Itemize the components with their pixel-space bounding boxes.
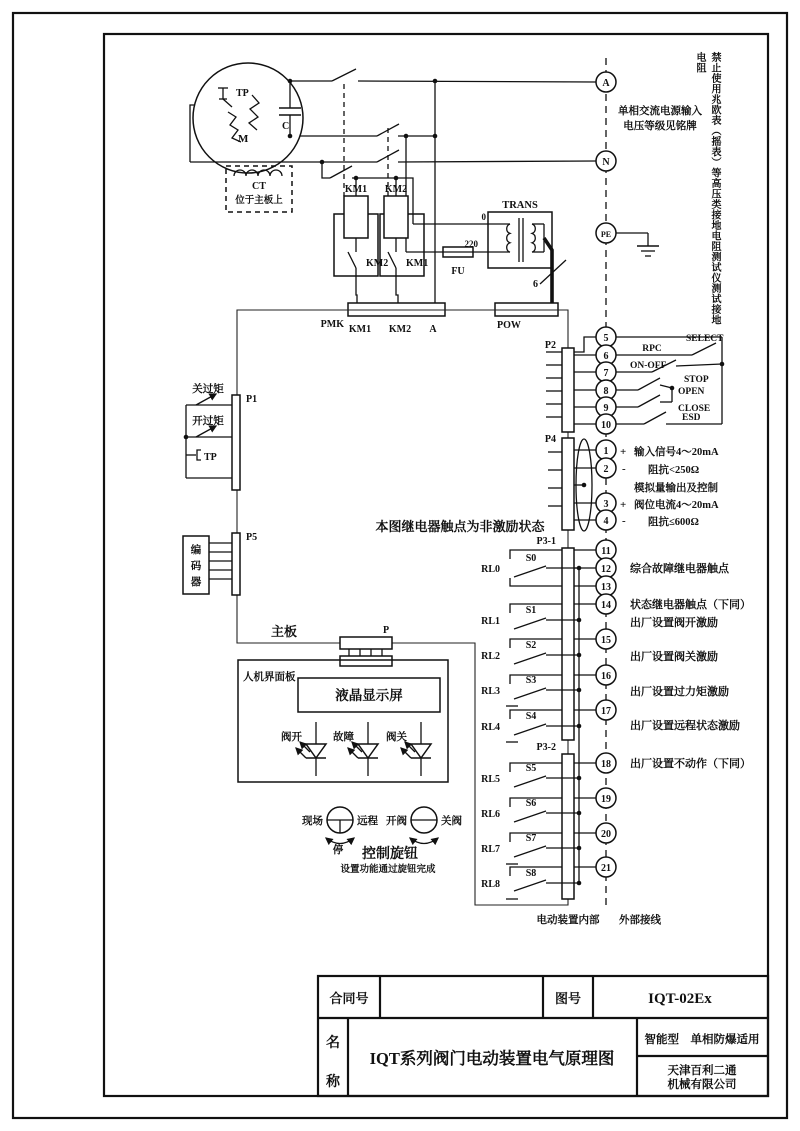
polarity-minus-2: -	[622, 515, 626, 527]
terminal-17: 17	[601, 706, 611, 717]
tap-0-label: 0	[481, 212, 486, 222]
led-fault	[333, 722, 378, 776]
relay-rl3-label: RL3	[481, 686, 500, 697]
knob-stop-label: 停	[332, 845, 344, 856]
knob-close-label: 关阀	[441, 816, 462, 827]
power-note-line2: 电压等级见铭牌	[623, 121, 697, 132]
terminal-7: 7	[603, 368, 609, 379]
led-close-label: 阀关	[386, 732, 407, 743]
switch-s7-label: S7	[525, 833, 537, 844]
switch-s8-label: S8	[525, 868, 537, 879]
p4-label: P4	[544, 434, 556, 445]
pow-label: POW	[497, 320, 521, 331]
p3-2-section	[481, 742, 751, 899]
terminal-19: 19	[601, 794, 611, 805]
encoder-char-2: 码	[190, 561, 202, 572]
relay-rl1-label: RL1	[481, 616, 500, 627]
terminal-9: 9	[603, 403, 609, 414]
relay-rl8-label: RL8	[481, 879, 500, 890]
led-valve-close	[386, 722, 431, 776]
company-line1: 天津百利二通	[667, 1065, 737, 1077]
tap-220-label: 220	[464, 239, 478, 249]
ct-label: CT	[252, 181, 266, 192]
encoder-char-3: 器	[190, 577, 202, 588]
led-valve-open	[281, 722, 326, 776]
transformer-label: TRANS	[502, 200, 538, 211]
note-close-excited: 出厂设置阀关激励	[630, 651, 718, 663]
drawing-no-label: 图号	[554, 991, 582, 1006]
knob-local-label: 现场	[302, 816, 323, 827]
esd-label: ESD	[682, 413, 701, 423]
polarity-minus-1: -	[622, 463, 626, 475]
note-remote-excited: 出厂设置远程状态激励	[630, 720, 740, 732]
p1-torque-section	[184, 382, 257, 490]
switch-s4-label: S4	[525, 711, 537, 722]
terminal-n: N	[602, 157, 610, 168]
megger-warning-text: 禁止使用兆欧表（摇表）等高压类接地电阻测试仪测试接地电阻	[694, 52, 720, 325]
rpc-label: RPC	[642, 344, 662, 354]
mainboard-label: 主板	[270, 624, 298, 639]
drawing-title: IQT系列阀门电动装置电气原理图	[369, 1049, 615, 1068]
power-terminals	[596, 72, 702, 256]
note-status-relay: 状态继电器触点（下同）	[630, 599, 751, 611]
led-open-label: 阀开	[281, 732, 302, 743]
terminal-10: 10	[601, 420, 611, 431]
open-overtorque-label: 开过矩	[192, 416, 224, 427]
note-fault-relay: 综合故障继电器触点	[630, 563, 729, 575]
capacitor	[279, 81, 301, 136]
km2-aux-contact-label: KM2	[366, 258, 389, 269]
open-label: OPEN	[678, 387, 705, 397]
company-line2: 机械有限公司	[667, 1079, 737, 1091]
pmk-pin-km2: KM2	[388, 324, 412, 335]
terminal-13: 13	[601, 582, 611, 593]
select-label: SELECT	[686, 334, 724, 344]
ct-current-transformer	[226, 166, 292, 212]
drawing-no-value: IQT-02Ex	[648, 991, 712, 1007]
title-block	[318, 976, 768, 1096]
name-label-char2: 称	[326, 1075, 340, 1090]
relay-state-note: 本图继电器触点为非激励状态	[375, 519, 545, 534]
switch-s5-label: S5	[525, 763, 537, 774]
terminal-4: 4	[603, 516, 609, 527]
terminal-15: 15	[601, 635, 611, 646]
note-torque-excited: 出厂设置过力矩激励	[630, 686, 729, 698]
onoff-label: ON-OFF	[630, 361, 667, 371]
hmi-panel	[238, 660, 448, 782]
relay-rl2-label: RL2	[481, 651, 500, 662]
encoder-char-1: 编	[190, 545, 202, 556]
output-impedance-note: 阻抗≤600Ω	[648, 517, 699, 528]
external-zone-label: 外部接线	[619, 915, 661, 926]
name-label-char1: 名	[326, 1036, 340, 1051]
stop-label: STOP	[684, 375, 709, 385]
pmk-label: PMK	[320, 319, 344, 330]
terminal-18: 18	[601, 759, 611, 770]
terminal-2: 2	[603, 464, 609, 475]
fuse-label: FU	[451, 266, 465, 277]
terminal-3: 3	[603, 499, 609, 510]
p3-1-label: P3-1	[536, 536, 556, 547]
analog-io-note: 模拟量输出及控制	[634, 483, 718, 494]
knob-open-label: 开阀	[386, 816, 407, 827]
terminal-6: 6	[603, 351, 609, 362]
terminal-21: 21	[601, 863, 611, 874]
pow-connector	[495, 303, 558, 331]
switch-s0-label: S0	[525, 553, 537, 564]
p5-label: P5	[246, 532, 258, 543]
p1-label: P1	[246, 394, 258, 405]
switch-s6-label: S6	[525, 798, 537, 809]
motor-tp-label: TP	[236, 88, 249, 99]
pmk-connector	[321, 303, 445, 335]
km1-aux-contact-label: KM1	[406, 258, 429, 269]
terminal-pe: PE	[600, 230, 612, 239]
close-label: CLOSE	[678, 404, 711, 414]
power-note-line1: 单相交流电源输入	[618, 106, 702, 117]
p2-label: P2	[544, 340, 556, 351]
ct-note: 位于主板上	[235, 196, 283, 206]
relay-rl4-label: RL4	[481, 722, 500, 733]
terminal-14: 14	[601, 600, 611, 611]
note-no-action: 出厂设置不动作（下同）	[630, 758, 751, 770]
terminal-11: 11	[601, 546, 611, 557]
input-signal-note: 输入信号4～20mA	[634, 447, 719, 458]
knob-note: 设置功能通过旋钮完成	[340, 865, 436, 875]
switch-s1-label: S1	[525, 605, 537, 616]
switch-s3-label: S3	[525, 675, 537, 686]
pmk-pin-km1: KM1	[348, 324, 372, 335]
internal-zone-label: 电动装置内部	[536, 915, 600, 926]
input-impedance-note: 阻抗<250Ω	[648, 465, 700, 476]
motor-symbol	[193, 63, 303, 173]
cable-core-count: 6	[533, 279, 538, 290]
relay-rl0-label: RL0	[481, 564, 500, 575]
relay-rl6-label: RL6	[481, 809, 500, 820]
terminal-12: 12	[601, 564, 611, 575]
p-conn-label: P	[383, 625, 390, 636]
knob-title: 控制旋钮	[362, 847, 418, 862]
hmi-panel-label: 人机界面板	[243, 672, 296, 683]
terminal-16: 16	[601, 671, 611, 682]
close-overtorque-label: 关过矩	[192, 384, 224, 395]
lcd-label: 液晶显示屏	[335, 688, 403, 703]
transformer	[406, 200, 566, 303]
polarity-plus-2: +	[620, 499, 627, 511]
p3-2-label: P3-2	[536, 742, 556, 753]
terminal-1: 1	[603, 446, 609, 457]
p4-section	[545, 434, 719, 531]
p1-tp-label: TP	[204, 452, 217, 463]
capacitor-label: C	[282, 121, 290, 132]
switch-s2-label: S2	[525, 640, 537, 651]
control-knobs	[301, 807, 462, 875]
pmk-pin-a: A	[429, 324, 437, 335]
terminal-8: 8	[603, 386, 609, 397]
p2-section	[545, 327, 724, 434]
km2-coil-label: KM2	[384, 184, 408, 195]
led-fault-label: 故障	[333, 732, 354, 743]
type-note: 智能型 单相防爆适用	[644, 1034, 760, 1046]
position-current-note: 阀位电流4～20mA	[634, 500, 719, 511]
motor-m-label: M	[238, 133, 249, 145]
terminal-5: 5	[603, 333, 609, 344]
terminal-a: A	[602, 78, 610, 89]
polarity-plus-1: +	[620, 446, 627, 458]
contract-no-label: 合同号	[329, 991, 369, 1006]
note-open-excited: 出厂设置阀开激励	[630, 617, 718, 629]
encoder-section	[183, 532, 257, 595]
contactor-km2-unit	[380, 178, 428, 303]
terminal-20: 20	[601, 829, 611, 840]
relay-rl5-label: RL5	[481, 774, 500, 785]
relay-rl7-label: RL7	[481, 844, 500, 855]
km1-coil-label: KM1	[344, 184, 368, 195]
knob-remote-label: 远程	[357, 816, 378, 827]
